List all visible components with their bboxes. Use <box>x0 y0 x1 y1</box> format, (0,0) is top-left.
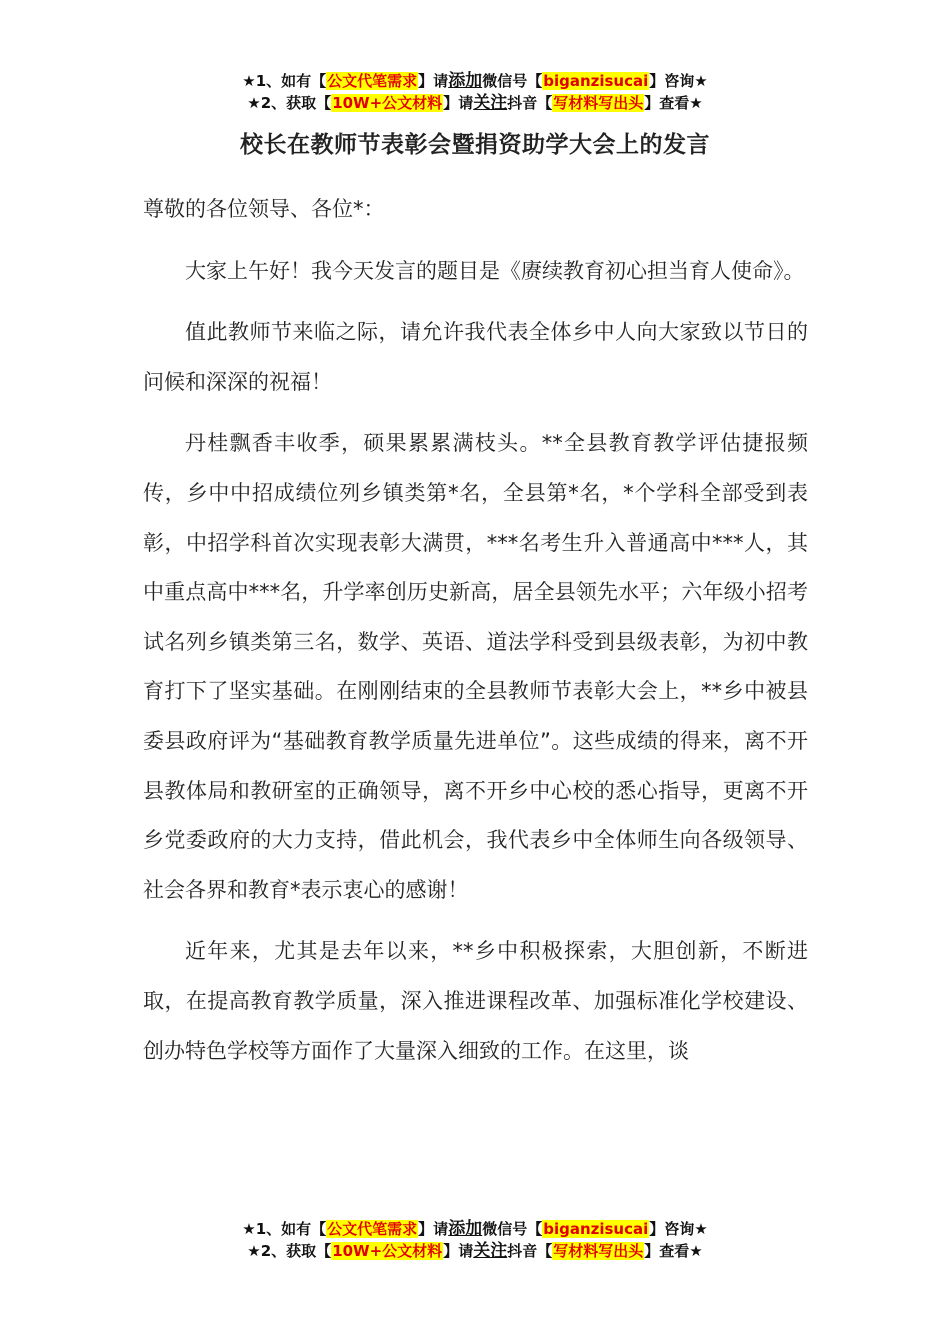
promo-highlight: 10W+公文材料 <box>332 1242 443 1260</box>
paragraph: 值此教师节来临之际，请允许我代表全体乡中人向大家致以节日的问候和深深的祝福！ <box>143 320 808 394</box>
promo-line-1 <box>0 1218 950 1240</box>
promo-underlined: 添加 <box>448 1219 483 1239</box>
promo-douyin-id: 写材料写出头 <box>553 1242 644 1260</box>
promo-text: 】请 <box>418 1220 449 1238</box>
promo-line-1 <box>0 70 950 92</box>
promo-text: 抖音【 <box>507 1242 553 1260</box>
promo-wechat-id: biganzisucai <box>543 72 649 90</box>
paragraph: 近年来，尤其是去年以来，**乡中积极探索，大胆创新，不断进取，在提高教育教学质量，深入推进课程改革、加强标准化学校建设、创办特色学校等方面作了大量深入细致的工作。在这里，谈 <box>143 939 808 1063</box>
promo-text: 抖音【 <box>507 94 553 112</box>
promo-line-2 <box>0 1240 950 1262</box>
promo-text: 】请 <box>418 72 449 90</box>
promo-text: ★2、获取【 <box>247 94 332 112</box>
promo-text: ★1、如有【 <box>242 1220 327 1238</box>
footer-promo-banner <box>0 1218 950 1262</box>
promo-text: ★1、如有【 <box>242 72 327 90</box>
promo-underlined: 添加 <box>448 71 483 91</box>
promo-text: 微信号【 <box>482 72 543 90</box>
promo-highlight: 10W+公文材料 <box>332 94 443 112</box>
promo-text: 】咨询★ <box>649 1220 708 1238</box>
promo-text: 】查看★ <box>644 94 703 112</box>
promo-text: 】请 <box>443 94 474 112</box>
promo-line-2 <box>0 92 950 114</box>
promo-underlined: 关注 <box>473 93 508 113</box>
paragraph: 大家上午好！我今天发言的题目是《赓续教育初心担当育人使命》。 <box>185 258 805 283</box>
document-body <box>143 185 808 1088</box>
promo-highlight: 公文代笔需求 <box>327 1220 418 1238</box>
promo-text: 】咨询★ <box>649 72 708 90</box>
promo-text: 】查看★ <box>644 1242 703 1260</box>
promo-underlined: 关注 <box>473 1241 508 1261</box>
promo-highlight: 公文代笔需求 <box>327 72 418 90</box>
salutation: 尊敬的各位领导、各位*： <box>143 197 385 221</box>
document-title: 校长在教师节表彰会暨捐资助学大会上的发言 <box>240 132 710 158</box>
promo-douyin-id: 写材料写出头 <box>553 94 644 112</box>
promo-text: 】请 <box>443 1242 474 1260</box>
paragraph: 丹桂飘香丰收季，硕果累累满枝头。**全县教育教学评估捷报频传，乡中中招成绩位列乡镇类第*名，全县第*名，*个学科全部受到表彰，中招学科首次实现表彰大满贯，***名考生升入普通高中***人，其中重点高中***名，升学率创历史新高，居全县领先水平；六年级小招考试名列乡镇类第三名，数学、英语、道法学科受到县级表彰，为初中教育打下了坚实基础。在刚刚结束的全县教师节表彰大会上，**乡中被县委县政府评为“基础教育教学质量先进单位”。这些成绩的得来，离不开县教体局和教研室的正确领导，离不开乡中心校的悉心指导，更离不开乡党委政府的大力支持，借此机会，我代表乡中全体师生向各级领导、社会各界和教育*表示衷心的感谢！ <box>143 431 808 902</box>
promo-text: 微信号【 <box>482 1220 543 1238</box>
header-promo-banner <box>0 70 950 114</box>
promo-text: ★2、获取【 <box>247 1242 332 1260</box>
promo-wechat-id: biganzisucai <box>543 1220 649 1238</box>
